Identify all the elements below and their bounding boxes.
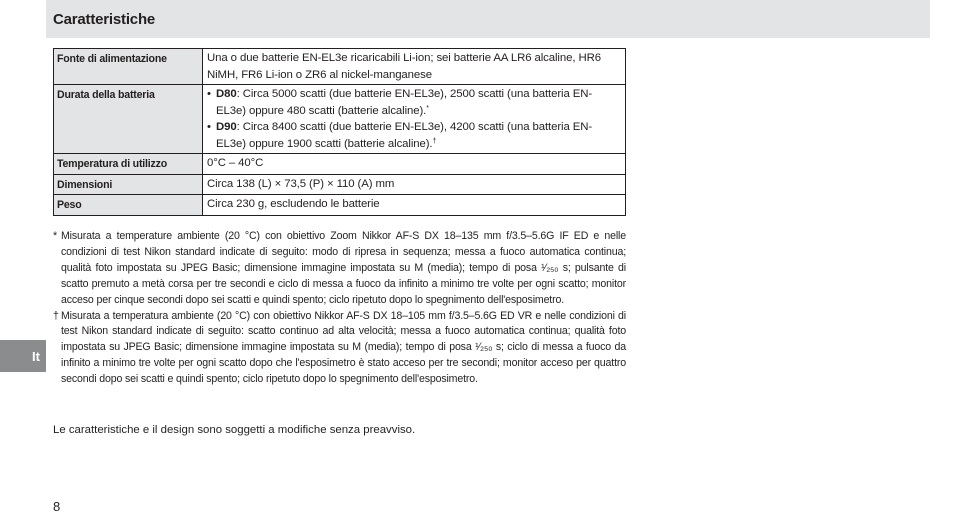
footnote-text: Misurata a temperature ambiente (20 °C) con obiettivo Zoom Nikkor AF-S DX 18–135 mm f/3.5–5.6G IF ED e nelle condizioni di test Nikon standard indicate di seguito: modo di ripresa in sequenza; messa a fuoco automatica continua; qualità foto impostata su JPEG Basic; dimensione immagine impostata su M (media); tempo di posa ¹⁄₂₅₀ s; pulsante di scatto premuto a metà corsa per tre secondi e ciclo di messa a fuoco da infinito a minimo tre volte per ogni scatto; monitor acceso per cinque secondi dopo sei scatti e quindi spento; ciclo ripetuto dopo lo spegnimento dell'esposimetro. [61,230,626,306]
footnote-text: Misurata a temperatura ambiente (20 °C) con obiettivo Nikkor AF-S DX 18–105 mm f/3.5–5.6G ED VR e nelle condizioni di test Nikon standard indicate di seguito: scatto continuo ad alta velocità; messa a fuoco automatica continua; qualità foto impostata su JPEG Basic; dimensione immagine impostata su M (media); tempo di posa ¹⁄₂₅₀ s; ciclo di messa a fuoco da infinito a minimo tre volte per ogni scatto dopo che l'esposimetro è stato acceso per tre secondi; monitor acceso per quattro secondi dopo sei scatti e quindi spento; ciclo ripetuto dopo lo spegnimento dell'esposimetro. [61,309,626,386]
bullet-icon: • [207,121,211,133]
table-row [54,154,626,175]
battery-life-text: : Circa 8400 scatti (due batterie EN-EL3e), 4200 scatti (una batteria EN-EL3e) oppure 1900 scatti (batterie alcaline). [216,121,593,150]
battery-life-text: : Circa 5000 scatti (due batterie EN-EL3e), 2500 scatti (una batteria EN-EL3e) oppure 480 scatti (batterie alcaline). [216,88,593,117]
footnote [53,309,626,389]
page-number: 8 [53,499,61,514]
footnote [53,229,626,309]
bullet-icon: • [207,88,211,100]
spec-value: 0°C – 40°C [203,154,626,175]
table-row [54,174,626,195]
list-item [207,119,621,152]
model-name: D90 [216,121,237,133]
language-tab: It [0,340,46,372]
spec-value-list [203,85,626,154]
footnotes [53,229,626,388]
table-row [54,49,626,85]
spec-label: Dimensioni [54,174,203,195]
page-title: Caratteristiche [53,11,156,28]
footnote-mark: * [426,104,429,112]
spec-label: Fonte di alimentazione [54,49,203,85]
list-item [207,86,621,119]
header-bar [46,0,930,38]
specs-table [53,48,626,216]
spec-value: Circa 138 (L) × 73,5 (P) × 110 (A) mm [203,174,626,195]
spec-label: Peso [54,195,203,216]
footnote-mark: * [53,230,57,242]
footnote-mark: † [53,309,59,322]
footnote-mark: † [432,137,437,145]
table-row [54,195,626,216]
spec-value: Una o due batterie EN-EL3e ricaricabili Li-ion; sei batterie AA LR6 alcaline, HR6 NiMH, FR6 Li-ion o ZR6 al nickel-manganese [203,49,626,85]
spec-label: Durata della batteria [54,85,203,154]
spec-label: Temperatura di utilizzo [54,154,203,175]
disclaimer: Le caratteristiche e il design sono soggetti a modifiche senza preavviso. [53,424,416,436]
model-name: D80 [216,88,237,100]
table-row [54,85,626,154]
spec-value: Circa 230 g, escludendo le batterie [203,195,626,216]
